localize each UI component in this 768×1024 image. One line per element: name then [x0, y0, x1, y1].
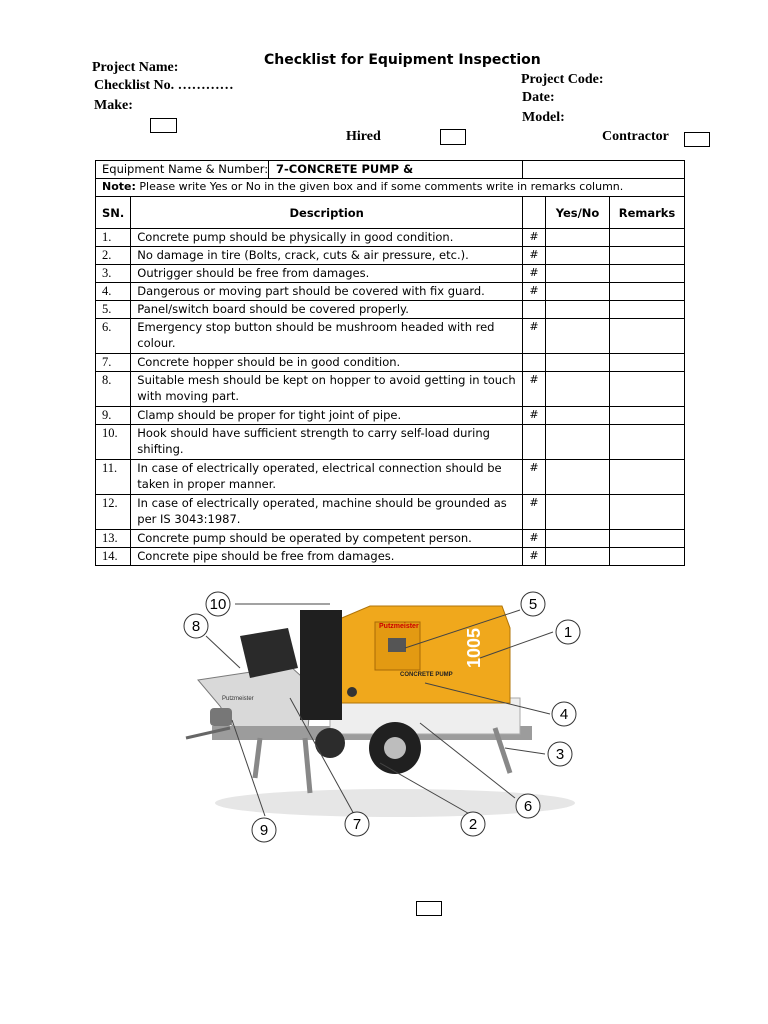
- callout-label-6: 6: [523, 798, 533, 815]
- row-remarks-input[interactable]: [610, 247, 685, 265]
- row-mark: [523, 425, 546, 460]
- table-row: [96, 495, 685, 530]
- callout-label-8: 8: [191, 618, 201, 635]
- table-row: [96, 530, 685, 548]
- row-remarks-input[interactable]: [610, 460, 685, 495]
- row-sn: 6.: [96, 319, 131, 354]
- col-header-remarks: Remarks: [610, 197, 685, 229]
- rear-wheel-icon: [315, 728, 345, 758]
- col-header-yesno: Yes/No: [546, 197, 610, 229]
- table-row: [96, 372, 685, 407]
- row-mark: #: [523, 548, 546, 566]
- make-label: Make:: [94, 98, 133, 113]
- row-yesno-input[interactable]: [546, 301, 610, 319]
- row-remarks-input[interactable]: [610, 354, 685, 372]
- row-yesno-input[interactable]: [546, 354, 610, 372]
- row-description: Outrigger should be free from damages.: [131, 265, 523, 283]
- table-row: [96, 460, 685, 495]
- row-mark: #: [523, 530, 546, 548]
- row-description: In case of electrically operated, electrical connection should be taken in proper manner.: [131, 460, 523, 495]
- row-description: Clamp should be proper for tight joint of pipe.: [131, 407, 523, 425]
- row-yesno-input[interactable]: [546, 247, 610, 265]
- row-description: Concrete pipe should be free from damages.: [131, 548, 523, 566]
- row-remarks-input[interactable]: [610, 283, 685, 301]
- col-header-sn: SN.: [96, 197, 131, 229]
- row-remarks-input[interactable]: [610, 495, 685, 530]
- callout-label-2: 2: [468, 816, 478, 833]
- project-code-label: Project Code:: [521, 72, 604, 87]
- row-mark: [523, 354, 546, 372]
- row-yesno-input[interactable]: [546, 460, 610, 495]
- model-number: 1005: [464, 627, 484, 668]
- row-sn: 9.: [96, 407, 131, 425]
- row-sn: 14.: [96, 548, 131, 566]
- emergency-stop-icon: [347, 687, 357, 697]
- row-sn: 13.: [96, 530, 131, 548]
- note-label: Note:: [102, 180, 136, 193]
- row-sn: 11.: [96, 460, 131, 495]
- table-row: [96, 319, 685, 354]
- checklist-table: [95, 160, 685, 566]
- callout-label-1: 1: [563, 624, 573, 641]
- row-yesno-input[interactable]: [546, 407, 610, 425]
- table-row: [96, 229, 685, 247]
- row-mark: #: [523, 372, 546, 407]
- callout-label-3: 3: [555, 746, 565, 763]
- callout-label-4: 4: [559, 706, 569, 723]
- hopper-brand: Putzmeister: [222, 696, 254, 702]
- equipment-name-cell: [96, 161, 523, 179]
- row-description: In case of electrically operated, machine should be grounded as per IS 3043:1987.: [131, 495, 523, 530]
- row-mark: #: [523, 460, 546, 495]
- panel-label: CONCRETE PUMP: [400, 672, 453, 678]
- row-yesno-input[interactable]: [546, 495, 610, 530]
- outrigger-rear-icon: [255, 738, 260, 778]
- table-row: [96, 301, 685, 319]
- row-description: No damage in tire (Bolts, crack, cuts & air pressure, etc.).: [131, 247, 523, 265]
- row-mark: #: [523, 265, 546, 283]
- contractor-label: Contractor: [602, 129, 669, 144]
- equipment-name-label: Equipment Name & Number:: [102, 162, 269, 176]
- row-description: Panel/switch board should be covered properly.: [131, 301, 523, 319]
- row-description: Dangerous or moving part should be covered with fix guard.: [131, 283, 523, 301]
- table-row: [96, 265, 685, 283]
- row-remarks-input[interactable]: [610, 265, 685, 283]
- hired-label: Hired: [346, 129, 381, 144]
- model-label: Model:: [522, 110, 565, 125]
- row-remarks-input[interactable]: [610, 548, 685, 566]
- row-yesno-input[interactable]: [546, 229, 610, 247]
- contractor-checkbox[interactable]: [684, 132, 710, 147]
- row-remarks-input[interactable]: [610, 425, 685, 460]
- row-mark: #: [523, 229, 546, 247]
- row-remarks-input[interactable]: [610, 229, 685, 247]
- hired-checkbox[interactable]: [440, 129, 466, 145]
- pipe-clamp-icon: [210, 708, 232, 726]
- table-row: [96, 407, 685, 425]
- table-row: [96, 354, 685, 372]
- wheel-hub-icon: [384, 737, 406, 759]
- row-yesno-input[interactable]: [546, 425, 610, 460]
- row-sn: 7.: [96, 354, 131, 372]
- row-yesno-input[interactable]: [546, 530, 610, 548]
- col-header-mark: [523, 197, 546, 229]
- row-description: Suitable mesh should be kept on hopper to avoid getting in touch with moving part.: [131, 372, 523, 407]
- callout-label-5: 5: [528, 596, 538, 613]
- row-mark: #: [523, 407, 546, 425]
- date-label: Date:: [522, 90, 555, 105]
- page-title: Checklist for Equipment Inspection: [264, 52, 541, 68]
- note-row: [96, 179, 685, 197]
- row-sn: 1.: [96, 229, 131, 247]
- row-sn: 12.: [96, 495, 131, 530]
- row-description: Concrete hopper should be in good condition.: [131, 354, 523, 372]
- row-description: Emergency stop button should be mushroom headed with red colour.: [131, 319, 523, 354]
- footer-checkbox[interactable]: [416, 901, 442, 916]
- outrigger-mid-icon: [305, 738, 310, 793]
- switch-board-icon: [388, 638, 406, 652]
- row-sn: 5.: [96, 301, 131, 319]
- row-description: Concrete pump should be physically in good condition.: [131, 229, 523, 247]
- row-mark: [523, 301, 546, 319]
- make-checkbox[interactable]: [150, 118, 177, 133]
- row-remarks-input[interactable]: [610, 530, 685, 548]
- table-row: [96, 247, 685, 265]
- row-sn: 10.: [96, 425, 131, 460]
- row-mark: #: [523, 283, 546, 301]
- table-row: [96, 548, 685, 566]
- row-sn: 4.: [96, 283, 131, 301]
- equipment-name-value[interactable]: 7-CONCRETE PUMP &: [276, 162, 414, 176]
- callout-label-10: 10: [209, 596, 227, 613]
- row-remarks-input[interactable]: [610, 372, 685, 407]
- concrete-pump-figure: [180, 588, 590, 850]
- note-text: Please write Yes or No in the given box and if some comments write in remarks column.: [135, 180, 624, 193]
- col-header-description: Description: [131, 197, 523, 229]
- row-sn: 3.: [96, 265, 131, 283]
- row-description: Hook should have sufficient strength to carry self-load during shifting.: [131, 425, 523, 460]
- callout-label-7: 7: [352, 816, 362, 833]
- row-mark: #: [523, 319, 546, 354]
- row-yesno-input[interactable]: [546, 372, 610, 407]
- brand-logo: Putzmeister: [379, 623, 419, 630]
- callout-label-9: 9: [259, 822, 269, 839]
- rear-panel-icon: [300, 610, 342, 720]
- row-yesno-input[interactable]: [546, 319, 610, 354]
- row-mark: #: [523, 495, 546, 530]
- row-yesno-input[interactable]: [546, 283, 610, 301]
- row-mark: #: [523, 247, 546, 265]
- row-remarks-input[interactable]: [610, 319, 685, 354]
- table-row: [96, 283, 685, 301]
- row-yesno-input[interactable]: [546, 265, 610, 283]
- row-description: Concrete pump should be operated by competent person.: [131, 530, 523, 548]
- row-remarks-input[interactable]: [610, 407, 685, 425]
- table-row: [96, 425, 685, 460]
- row-yesno-input[interactable]: [546, 548, 610, 566]
- row-remarks-input[interactable]: [610, 301, 685, 319]
- project-name-label: Project Name:: [92, 60, 179, 75]
- row-sn: 2.: [96, 247, 131, 265]
- row-sn: 8.: [96, 372, 131, 407]
- checklist-no-label: Checklist No. …………: [94, 78, 234, 93]
